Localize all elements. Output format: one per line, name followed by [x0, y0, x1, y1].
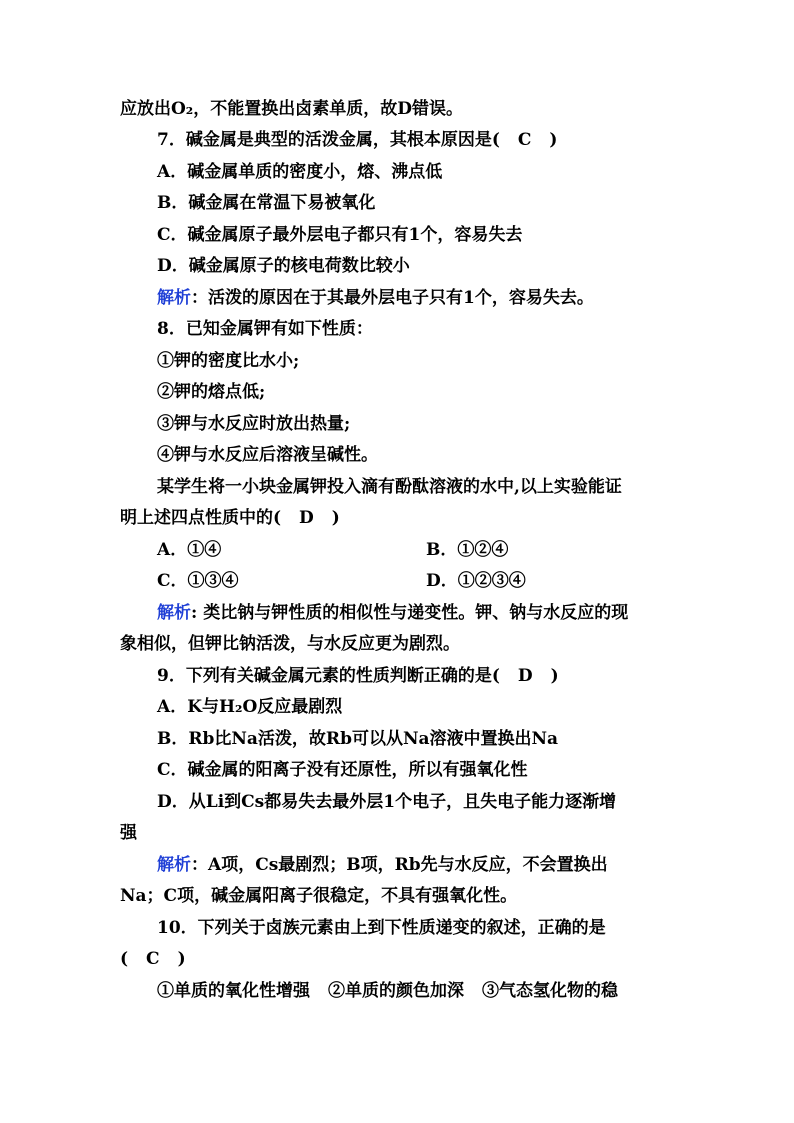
option-d: D．碱金属原子的核电荷数比较小 — [157, 256, 410, 276]
option-d-line-1: D．从Li到Cs都易失去最外层1个电子，且失电子能力逐渐增 — [157, 792, 617, 812]
explanation-8-line-1 — [157, 601, 680, 625]
explanation-text: ：A项，Cs最剧烈；B项，Rb先与水反应，不会置换出 — [191, 855, 608, 875]
answer-letter: D — [517, 666, 533, 686]
explanation-label: 解析 — [157, 855, 191, 875]
option-c: C．碱金属原子最外层电子都只有1个，容易失去 — [157, 225, 523, 245]
property-4: ④钾与水反应后溶液呈碱性。 — [157, 445, 378, 465]
option-b: B．①②④ — [426, 540, 509, 560]
question-10-stem: 10．下列关于卤族元素由上到下性质递变的叙述，正确的是 — [157, 918, 606, 938]
option-d-line-2: 强 — [120, 823, 137, 843]
option-a: A．碱金属单质的密度小，熔、沸点低 — [157, 162, 443, 182]
explanation-label: 解析 — [157, 603, 191, 623]
scenario-line-1: 某学生将一小块金属钾投入滴有酚酞溶液的水中,以上实验能证 — [157, 477, 622, 497]
explanation-text: : 类比钠与钾性质的相似性与递变性。钾、钠与水反应的现 — [191, 603, 629, 623]
question-10-answer — [120, 947, 680, 971]
stem-text: 9．下列有关碱金属元素的性质判断正确的是( — [157, 666, 500, 686]
answer-letter: D — [299, 508, 314, 528]
option-a: A．①④ — [157, 540, 222, 560]
question-9-stem — [157, 664, 680, 688]
question-7-stem — [157, 128, 680, 152]
option-b: B．碱金属在常温下易被氧化 — [157, 193, 376, 213]
close-paren: ) — [549, 130, 558, 150]
stem-text: 7．碱金属是典型的活泼金属，其根本原因是( — [157, 130, 500, 150]
close-paren: ) — [550, 666, 559, 686]
explanation-text: ：活泼的原因在于其最外层电子只有1个，容易失去。 — [191, 288, 594, 308]
explanation-7 — [157, 286, 680, 310]
answer-letter: C — [517, 130, 532, 150]
explanation-label: 解析 — [157, 288, 191, 308]
property-2: ②钾的熔点低; — [157, 382, 266, 402]
question-8-stem: 8．已知金属钾有如下性质： — [157, 319, 373, 339]
explanation-8-line-2: 象相似，但钾比钠活泼，与水反应更为剧烈。 — [120, 634, 460, 654]
statement-1: ①单质的氧化性增强 — [157, 981, 310, 1001]
option-d: D．①②③④ — [426, 571, 526, 591]
option-c: C．碱金属的阳离子没有还原性，所以有强氧化性 — [157, 760, 528, 780]
stem-text: 明上述四点性质中的( — [120, 508, 282, 528]
explanation-9-line-1 — [157, 853, 680, 877]
option-a: A．K与H₂O反应最剧烈 — [157, 697, 343, 717]
statement-3: ③气态氢化物的稳 — [482, 981, 618, 1001]
scenario-line-2 — [120, 506, 680, 530]
question-10-options — [157, 979, 680, 1003]
text-line: 应放出O₂，不能置换出卤素单质，故D错误。 — [120, 99, 463, 119]
close-paren: ) — [177, 949, 186, 969]
answer-letter: C — [146, 949, 160, 969]
close-paren: ) — [331, 508, 340, 528]
explanation-9-line-2: Na；C项，碱金属阳离子很稳定，不具有强氧化性。 — [120, 886, 518, 906]
statement-2: ②单质的颜色加深 — [328, 981, 464, 1001]
option-c: C．①③④ — [157, 571, 239, 591]
property-3: ③钾与水反应时放出热量; — [157, 414, 351, 434]
option-b: B．Rb比Na活泼，故Rb可以从Na溶液中置换出Na — [157, 729, 559, 749]
property-1: ①钾的密度比水小; — [157, 351, 300, 371]
open-paren: ( — [120, 949, 129, 969]
